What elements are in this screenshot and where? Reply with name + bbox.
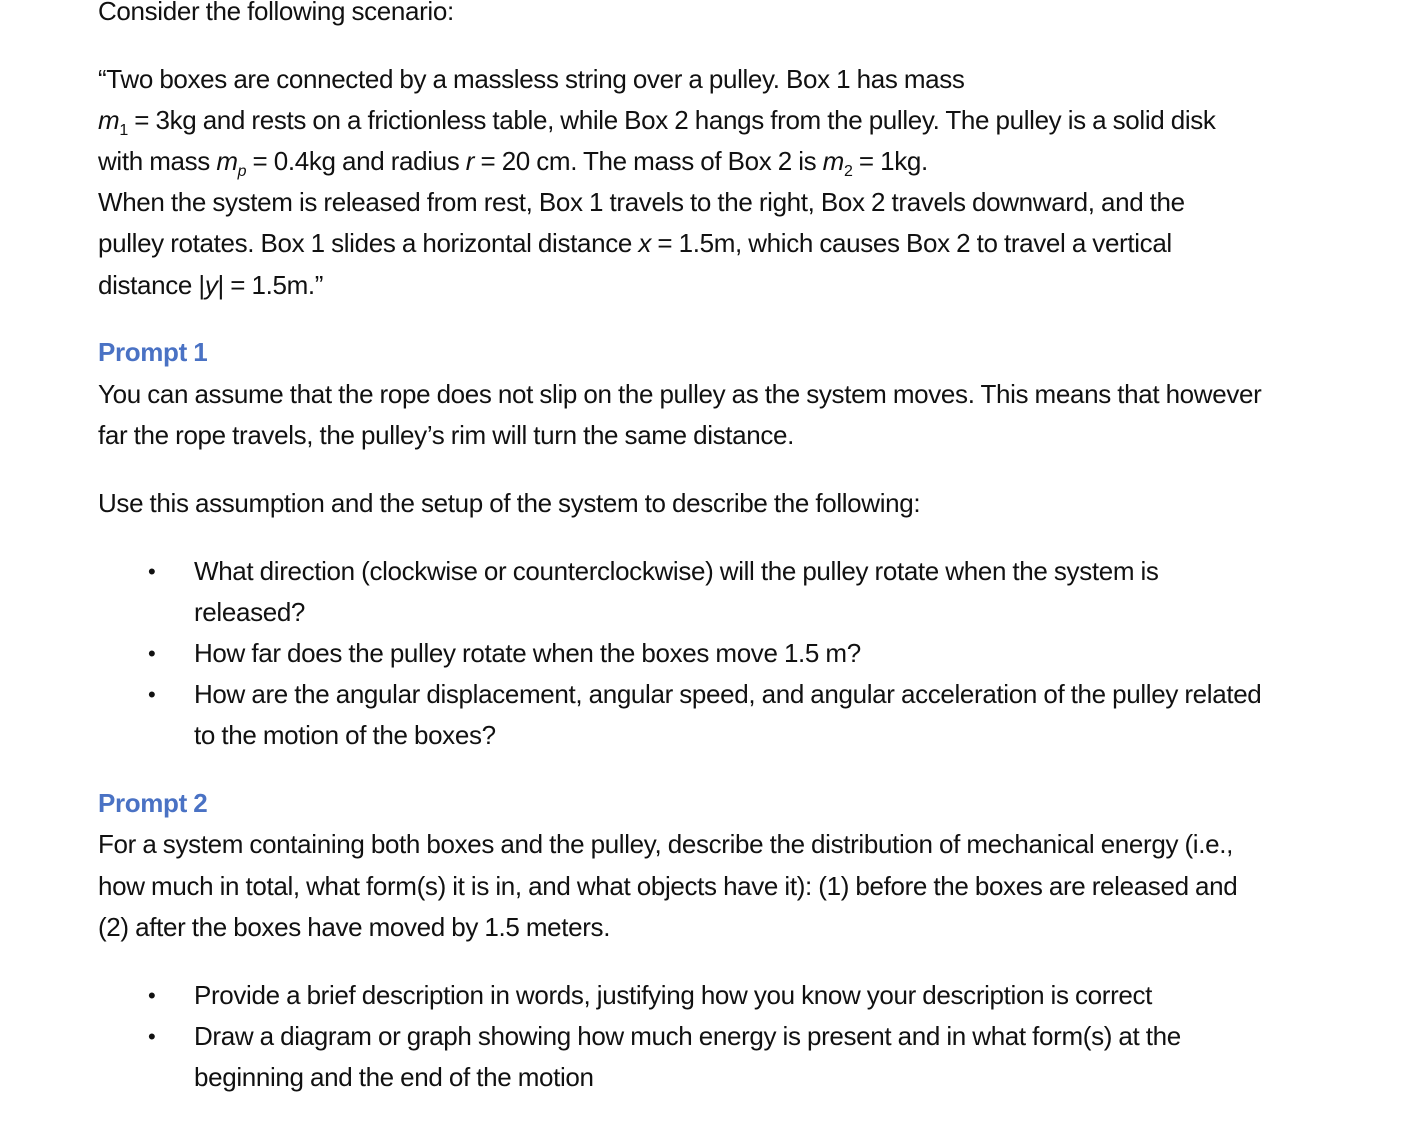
prompt-2-paragraph-line-1: For a system containing both boxes and the pulley, describe the distribution of mechanical energy (i.e.,: [98, 829, 1233, 859]
scenario-line-4: When the system is released from rest, Box 1 travels to the right, Box 2 travels downward, and the: [98, 187, 1185, 217]
prompt-1-bullet-3-line-2: to the motion of the boxes?: [194, 720, 496, 750]
m1-symbol: m: [98, 105, 120, 135]
prompt-1-paragraph-line-1: You can assume that the rope does not slip on the pulley as the system moves. This means that however: [98, 379, 1262, 409]
scenario-line-2-text: = 3kg and rests on a frictionless table, while Box 2 hangs from the pulley. The pulley is a solid disk: [127, 105, 1216, 135]
prompt-2-bullet-2-line-2: beginning and the end of the motion: [194, 1062, 594, 1092]
bullet-icon: •: [148, 1024, 156, 1049]
prompt-1-heading: Prompt 1: [98, 337, 208, 367]
intro-text: Consider the following scenario:: [98, 0, 454, 26]
prompt-2-bullet-1: Provide a brief description in words, justifying how you know your description is correct: [194, 980, 1153, 1010]
prompt-1-bullet-1-line-1: What direction (clockwise or counterclockwise) will the pulley rotate when the system is: [194, 556, 1159, 586]
scenario-line-3-c: = 20 cm. The mass of Box 2 is: [474, 146, 823, 176]
prompt-2-heading: Prompt 2: [98, 788, 208, 818]
x-symbol: x: [638, 228, 652, 258]
bullet-icon: •: [148, 682, 156, 707]
prompt-1-bullet-3-line-1: How are the angular displacement, angular speed, and angular acceleration of the pulley related: [194, 679, 1262, 709]
scenario-line-5: [98, 228, 1172, 258]
prompt-1-instruction: Use this assumption and the setup of the system to describe the following:: [98, 488, 921, 518]
scenario-line-5-a: pulley rotates. Box 1 slides a horizontal distance: [98, 228, 639, 258]
mp-subscript-text: p: [237, 163, 247, 180]
m1-subscript: 1: [119, 122, 128, 139]
r-symbol: r: [465, 146, 475, 176]
prompt-1-paragraph-line-2: far the rope travels, the pulley’s rim will turn the same distance.: [98, 420, 795, 450]
m2-subscript: 2: [843, 163, 853, 180]
scenario-line-6-a: distance |: [98, 270, 205, 300]
scenario-line-1: “Two boxes are connected by a massless string over a pulley. Box 1 has mass: [98, 64, 965, 94]
scenario-line-6-b: | = 1.5m.”: [217, 270, 324, 300]
prompt-1-bullet-1-line-2: released?: [194, 597, 306, 627]
scenario-line-3-d: = 1kg.: [852, 146, 928, 176]
prompt-1-bullet-2: How far does the pulley rotate when the boxes move 1.5 m?: [194, 638, 861, 668]
y-symbol: y: [204, 270, 218, 300]
mp-symbol: m: [216, 146, 238, 176]
prompt-2-paragraph-line-2: how much in total, what form(s) it is in, and what objects have it): (1) before the boxes are released and: [98, 871, 1238, 901]
scenario-line-5-b: = 1.5m, which causes Box 2 to travel a vertical: [651, 228, 1172, 258]
scenario-line-3-b: = 0.4kg and radius: [246, 146, 466, 176]
bullet-icon: •: [148, 641, 156, 666]
scenario-line-6: [98, 270, 323, 300]
scenario-line-3-a: with mass: [98, 146, 217, 176]
scenario-line-3: [98, 146, 928, 180]
scenario-line-2: [98, 105, 1216, 139]
bullet-icon: •: [148, 559, 156, 584]
prompt-2-paragraph-line-3: (2) after the boxes have moved by 1.5 meters.: [98, 912, 611, 942]
m2-symbol: m: [822, 146, 844, 176]
mp-subscript: [238, 163, 247, 180]
prompt-2-bullet-2-line-1: Draw a diagram or graph showing how much energy is present and in what form(s) at the: [194, 1021, 1181, 1051]
bullet-icon: •: [148, 983, 156, 1008]
